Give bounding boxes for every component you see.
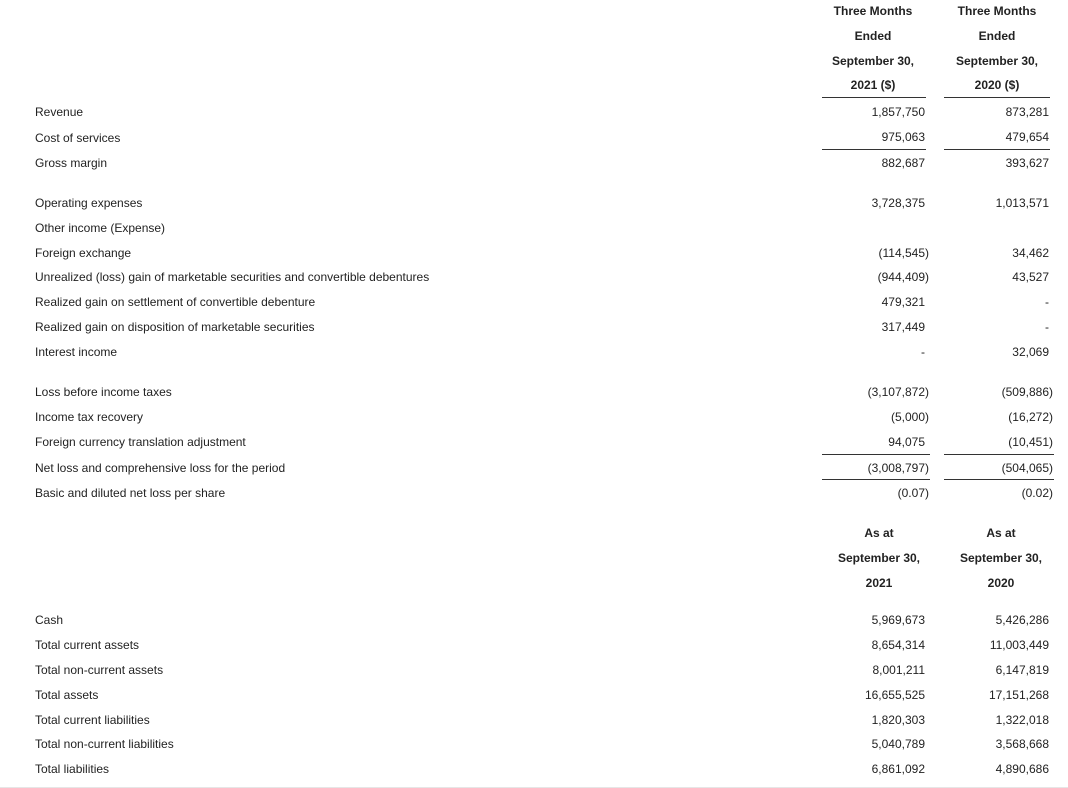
- balance-col2-header-line2: September 30,: [959, 551, 1043, 565]
- row-value-total-assets-2021: 16,655,525: [864, 688, 925, 702]
- row-label-total-current-liabilities: Total current liabilities: [35, 713, 150, 727]
- row-value-realized-gain-marketable-2021: 317,449: [881, 320, 925, 334]
- row-value-realized-gain-convertible-2020: -: [1045, 295, 1049, 309]
- row-value-operating-expenses-2020: 1,013,571: [995, 196, 1049, 210]
- row-value-gross-margin-2020: 393,627: [1005, 156, 1049, 170]
- row-value-net-loss-2020: (504,065): [1001, 461, 1053, 475]
- row-value-revenue-2021: 1,857,750: [871, 105, 925, 119]
- row-label-gross-margin: Gross margin: [35, 156, 108, 170]
- row-label-income-tax-recovery: Income tax recovery: [35, 410, 144, 424]
- income-col1-header-line2: Ended: [854, 29, 892, 43]
- row-value-cost-of-services-2021: 975,063: [881, 130, 925, 144]
- row-value-loss-before-taxes-2020: (509,886): [1001, 385, 1053, 399]
- row-value-total-non-current-liabilities-2021: 5,040,789: [871, 737, 925, 751]
- gross-margin-rule-col2: [944, 149, 1050, 150]
- row-value-total-current-liabilities-2020: 1,322,018: [995, 713, 1049, 727]
- row-value-operating-expenses-2021: 3,728,375: [871, 196, 925, 210]
- row-value-fx-translation-2021: 94,075: [888, 435, 925, 449]
- balance-col2-header-line3: 2020: [987, 576, 1015, 590]
- row-label-interest-income: Interest income: [35, 345, 118, 359]
- income-header-underline-col2: [944, 97, 1050, 98]
- income-col2-header-line2: Ended: [978, 29, 1016, 43]
- row-label-total-current-assets: Total current assets: [35, 638, 140, 652]
- row-label-cost-of-services: Cost of services: [35, 131, 121, 145]
- row-label-revenue: Revenue: [35, 105, 84, 119]
- row-value-net-loss-per-share-2021: (0.07): [897, 486, 929, 500]
- row-value-cash-2020: 5,426,286: [995, 613, 1049, 627]
- row-value-foreign-exchange-2020: 34,462: [1012, 246, 1049, 260]
- row-value-total-liabilities-2020: 4,890,686: [995, 762, 1049, 776]
- row-value-interest-income-2020: 32,069: [1012, 345, 1049, 359]
- row-value-total-non-current-assets-2020: 6,147,819: [995, 663, 1049, 677]
- income-header-underline-col1: [822, 97, 926, 98]
- row-value-net-loss-2021: (3,008,797): [867, 461, 929, 475]
- row-value-gross-margin-2021: 882,687: [881, 156, 925, 170]
- row-label-total-non-current-liabilities: Total non-current liabilities: [35, 737, 174, 751]
- row-label-foreign-exchange: Foreign exchange: [35, 246, 132, 260]
- row-value-revenue-2020: 873,281: [1005, 105, 1049, 119]
- row-label-operating-expenses: Operating expenses: [35, 196, 143, 210]
- row-label-unrealized-loss-gain: Unrealized (loss) gain of marketable securities and convertible debentures: [35, 270, 430, 284]
- row-value-total-current-assets-2020: 11,003,449: [989, 638, 1049, 652]
- row-label-realized-gain-convertible: Realized gain on settlement of convertible debenture: [35, 295, 316, 309]
- row-label-fx-translation: Foreign currency translation adjustment: [35, 435, 246, 449]
- row-value-cash-2021: 5,969,673: [871, 613, 925, 627]
- row-value-foreign-exchange-2021: (114,545): [878, 246, 929, 260]
- row-value-cost-of-services-2020: 479,654: [1005, 130, 1049, 144]
- gross-margin-rule-col1: [822, 149, 926, 150]
- row-value-total-liabilities-2021: 6,861,092: [871, 762, 925, 776]
- row-label-total-non-current-assets: Total non-current assets: [35, 663, 164, 677]
- row-value-realized-gain-convertible-2021: 479,321: [881, 295, 925, 309]
- row-label-net-loss: Net loss and comprehensive loss for the period: [35, 461, 286, 475]
- row-label-realized-gain-marketable: Realized gain on disposition of marketable securities: [35, 320, 315, 334]
- row-value-total-assets-2020: 17,151,268: [988, 688, 1049, 702]
- row-value-total-current-liabilities-2021: 1,820,303: [871, 713, 925, 727]
- row-value-total-non-current-liabilities-2020: 3,568,668: [995, 737, 1049, 751]
- balance-col1-header-line1: As at: [864, 526, 894, 540]
- row-value-unrealized-loss-gain-2021: (944,409): [877, 270, 929, 284]
- eps-rule-col2: [944, 479, 1054, 480]
- row-label-cash: Cash: [35, 613, 64, 627]
- row-label-loss-before-taxes: Loss before income taxes: [35, 385, 172, 399]
- row-label-net-loss-per-share: Basic and diluted net loss per share: [35, 486, 226, 500]
- row-value-total-current-assets-2021: 8,654,314: [871, 638, 925, 652]
- row-value-unrealized-loss-gain-2020: 43,527: [1012, 270, 1049, 284]
- row-value-net-loss-per-share-2020: (0.02): [1021, 486, 1053, 500]
- row-value-income-tax-recovery-2021: (5,000): [890, 410, 929, 424]
- income-col2-header-line3: September 30,: [955, 54, 1039, 68]
- income-col1-header-line1: Three Months: [833, 4, 913, 18]
- net-loss-rule-col2: [944, 454, 1054, 455]
- income-col1-header-line4: 2021 ($): [850, 78, 896, 92]
- balance-col2-header-line1: As at: [986, 526, 1016, 540]
- income-col2-header-line1: Three Months: [957, 4, 1037, 18]
- income-col2-header-line4: 2020 ($): [974, 78, 1020, 92]
- row-value-realized-gain-marketable-2020: -: [1045, 320, 1049, 334]
- income-col1-header-line3: September 30,: [831, 54, 915, 68]
- row-value-interest-income-2021: -: [921, 345, 925, 359]
- balance-col1-header-line2: September 30,: [837, 551, 921, 565]
- balance-col1-header-line3: 2021: [865, 576, 893, 590]
- row-label-other-income: Other income (Expense): [35, 221, 166, 235]
- row-value-total-non-current-assets-2021: 8,001,211: [872, 663, 925, 677]
- row-label-total-liabilities: Total liabilities: [35, 762, 110, 776]
- eps-rule-col1: [822, 479, 930, 480]
- row-value-income-tax-recovery-2020: (16,272): [1008, 410, 1053, 424]
- row-value-loss-before-taxes-2021: (3,107,872): [867, 385, 929, 399]
- row-label-total-assets: Total assets: [35, 688, 99, 702]
- row-value-fx-translation-2020: (10,451): [1008, 435, 1053, 449]
- net-loss-rule-col1: [822, 454, 930, 455]
